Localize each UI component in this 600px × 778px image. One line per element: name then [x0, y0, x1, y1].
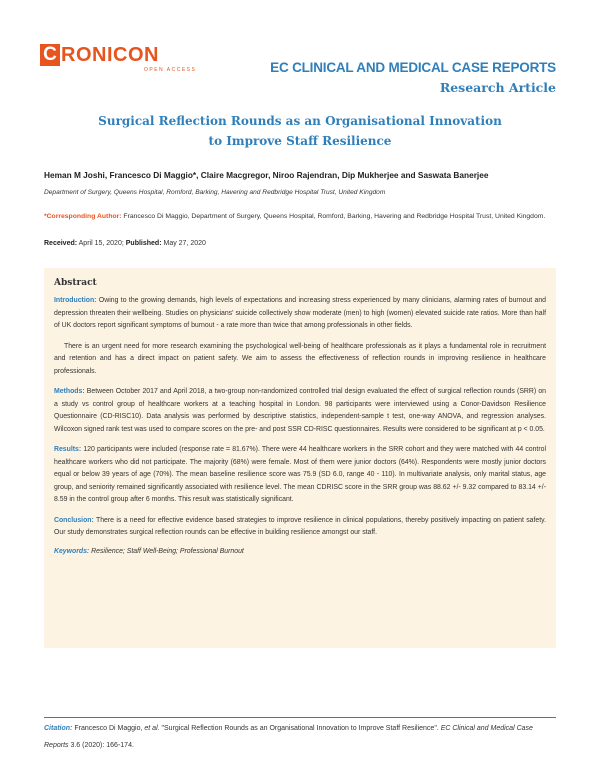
abstract-introduction-2: There is an urgent need for more research examining the psychological well-being of healthcare professionals as it plays a fundamental role in recruitment and retention and has a direct impact on patient safety. We aim to assess the effectiveness of reflection rounds in improving resilience in healthcare professionals. [54, 342, 546, 375]
conclusion-text: There is a need for effective evidence based strategies to improve resilience in clinical populations, thereby positively impacting on patient safety. Our study demonstrates surgical reflection rounds can be effective in building resilience amongst our staff. [54, 516, 546, 536]
introduction-label: Introduction: [54, 297, 97, 304]
author-list: Heman M Joshi, Francesco Di Maggio*, Claire Macgregor, Niroo Rajendran, Dip Mukherjee and Saswata Banerjee [44, 170, 489, 180]
keywords-label: Keywords: [54, 547, 90, 555]
title-line-1: Surgical Reflection Rounds as an Organisational Innovation [98, 114, 502, 128]
methods-text: Between October 2017 and April 2018, a two-group non-randomized controlled trial design evaluated the effect of surgical reflection rounds (SRR) on a study vs control group of healthcare workers at a teaching hospital in London. 98 participants were interviewed using a Conor-Davidson Resilience Questionnaire (CD-RISC10). Data analysis was performed by descriptive statistics, independent-sample t test, one-way ANOVA, and regression analyses. Wilcoxon signed rank test was used to compare scores on the pre- and post SSR CD-RISC questionnaires. Results were considered to be significant at p < 0.05. [54, 388, 546, 433]
received-label: Received: [44, 240, 78, 247]
dates [44, 240, 206, 247]
corresponding-text: Francesco Di Maggio, Department of Surgery, Queens Hospital, Romford, Barking, Havering and Redbridge Hospital Trust, United Kingdom. [123, 213, 546, 220]
abstract-introduction [54, 295, 546, 333]
results-text: 120 participants were included (response rate = 81.67%). There were 44 healthcare workers in the SRR cohort and they were matched with 44 control healthcare workers who did not participate. The majority (68%) were female. Most of them were junior doctors (64%). Respondents were mostly junior doctors equal or below 39 years of age (70%). The mean baseline resilience score was 75.9 (SD 6.0, range 40 - 110). In multivariate analysis, only marital status, age group, and seniority remained significantly associated with resilience level. The mean CDRISC score in the SRR group was 88.62 +/- 9.32 compared to 83.14 +/- 8.59 in the control group after 6 months. This result was statistically significant. [54, 446, 547, 503]
title-line-2: to Improve Staff Resilience [208, 134, 392, 148]
article-type: Research Article [439, 80, 556, 95]
citation-authors: Francesco Di Maggio, [74, 725, 143, 732]
abstract-box [44, 268, 556, 648]
corresponding-author [44, 210, 556, 223]
methods-label: Methods: [54, 388, 85, 395]
conclusion-label: Conclusion: [54, 516, 94, 524]
published-date: May 27, 2020 [163, 240, 206, 247]
citation-title: "Surgical Reflection Rounds as an Organisational Innovation to Improve Staff Resilience". [161, 725, 439, 732]
received-date: April 15, 2020; [78, 240, 124, 247]
keywords-text: Resilience; Staff Well-Being; Professional Burnout [91, 547, 244, 555]
citation [44, 720, 556, 754]
keywords [54, 548, 546, 555]
corresponding-label: *Corresponding Author: [44, 213, 122, 220]
article-title [60, 111, 540, 151]
abstract-heading: Abstract [54, 278, 97, 288]
citation-label: Citation: [44, 725, 73, 732]
citation-journal: EC Clinical and Medical Case Reports [44, 725, 533, 749]
abstract-conclusion [54, 515, 546, 540]
logo-name: RONICON [61, 44, 159, 66]
logo-mark: C [40, 44, 60, 66]
published-label: Published: [125, 240, 162, 247]
affiliation: Department of Surgery, Queens Hospital, Romford, Barking, Havering and Redbridge Hospital Trust, United Kingdom [44, 189, 386, 196]
results-label: Results: [54, 446, 82, 453]
journal-name: EC CLINICAL AND MEDICAL CASE REPORTS [270, 60, 556, 75]
introduction-text: Owing to the growing demands, high levels of expectations and increasing stress experienced by many clinicians, alarming rates of burnout and depression threaten their wellbeing. Studies on physicians' suicide collectively show moderate (men) to high (women) elevated suicide rate ratios. More than half of UK doctors report significant symptoms of burnout - a rate more than twice that among professionals in other fields. [54, 297, 546, 329]
cronicon-logo [40, 44, 200, 78]
abstract-results [54, 444, 546, 507]
logo-tagline: OPEN ACCESS [144, 67, 197, 73]
citation-divider [44, 717, 556, 718]
citation-etal: et al. [144, 725, 160, 732]
abstract-methods [54, 386, 546, 436]
citation-volume: 3.6 (2020): 166-174. [70, 742, 134, 749]
